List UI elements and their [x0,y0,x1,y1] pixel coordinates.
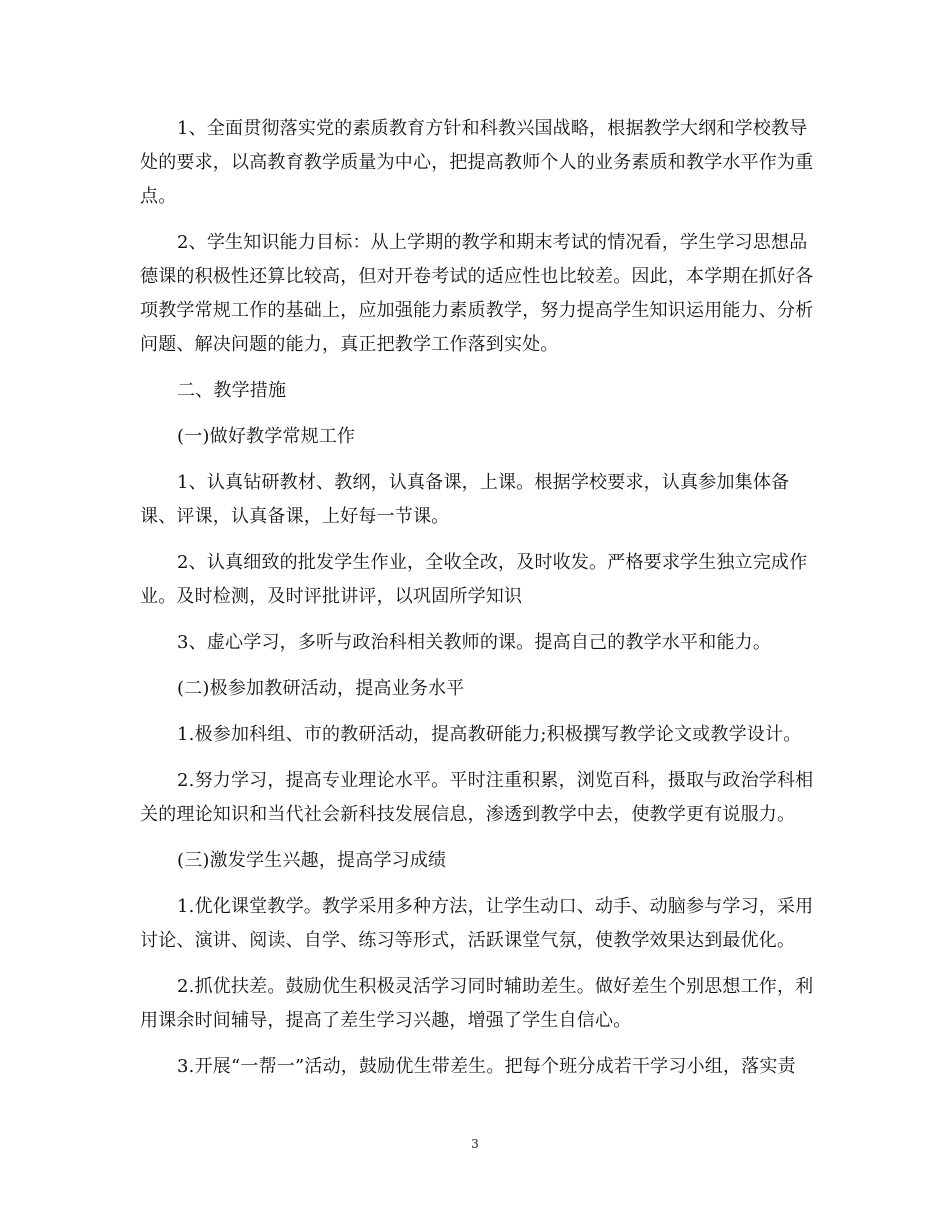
document-body [140,112,816,1096]
subsection-heading: (一)做好教学常规工作 [177,426,356,447]
page-number: 3 [471,1137,479,1151]
paragraph: 3、虚心学习，多听与政治科相关教师的课。提高自己的教学水平和能力。 [177,632,772,653]
subsection-heading: (三)激发学生兴趣，提高学习成绩 [177,850,447,871]
paragraph: 2.努力学习，提高专业理论水平。平时注重积累，浏览百科，摄取与政治学科相关的理论知识和当代社会新科技发展信息，渗透到教学中去，使教学更有说服力。 [140,770,814,825]
paragraph: 3.开展“一帮一”活动，鼓励优生带差生。把每个班分成若干学习小组，落实责 [177,1056,796,1077]
paragraph: 2.抓优扶差。鼓励优生积极灵活学习同时辅助差生。做好差生个别思想工作，利用课余时间辅导，提高了差生学习兴趣，增强了学生自信心。 [140,976,814,1031]
subsection-heading: (二)极参加教研活动，提高业务水平 [177,678,465,699]
section-heading: 二、教学措施 [177,380,287,401]
paragraph: 1.优化课堂教学。教学采用多种方法，让学生动口、动手、动脑参与学习，采用讨论、演讲、阅读、自学、练习等形式，活跃课堂气氛，使教学效果达到最优化。 [140,896,814,951]
paragraph: 2、认真细致的批发学生作业，全收全改，及时收发。严格要求学生独立完成作业。及时检测，及时评批讲评，以巩固所学知识 [140,552,808,607]
paragraph: 1、认真钻研教材、教纲，认真备课，上课。根据学校要求，认真参加集体备课、评课，认真备课，上好每一节课。 [140,472,790,527]
paragraph: 1、全面贯彻落实党的素质教育方针和科教兴国战略，根据教学大纲和学校教导处的要求，以高教育教学质量为中心，把提高教师个人的业务素质和教学水平作为重点。 [140,118,814,207]
paragraph: 2、学生知识能力目标：从上学期的教学和期末考试的情况看，学生学习思想品德课的积极性还算比较高，但对开卷考试的适应性也比较差。因此，本学期在抓好各项教学常规工作的基础上，应加强能力素质教学，努力提高学生知识运用能力、分析问题、解决问题的能力，真正把教学工作落到实处。 [140,232,814,355]
paragraph: 1.极参加科组、市的教研活动，提高教研能力;积极撰写教学论文或教学设计。 [177,724,802,745]
